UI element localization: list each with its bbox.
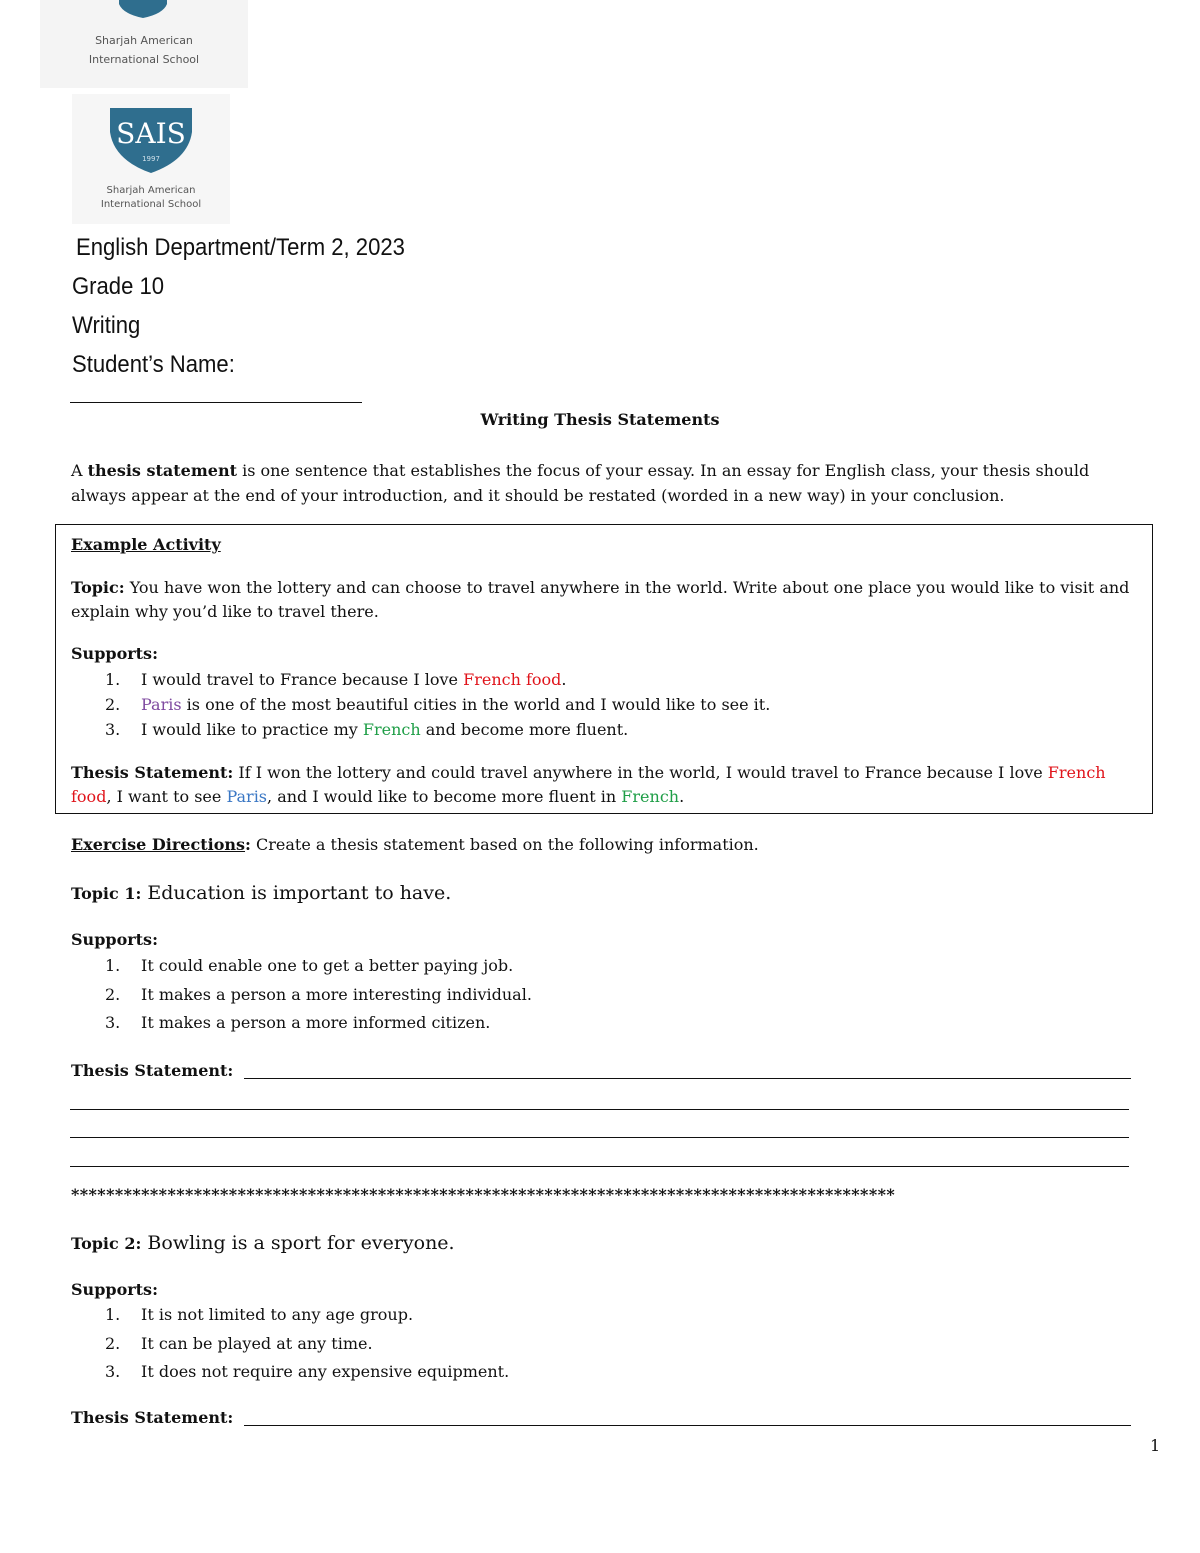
example-thesis-label: Thesis Statement: xyxy=(71,763,234,782)
example-thesis: Thesis Statement: If I won the lottery and could travel anywhere in the world, I would travel to France because I love French food, I want to see Paris, and I would like to become more fluent in French. xyxy=(71,763,1106,806)
topic1-text: Education is important to have. xyxy=(141,882,452,904)
topic1-answer-line[interactable] xyxy=(70,1137,1129,1138)
example-supports-label: Supports: xyxy=(71,644,158,663)
shield-icon xyxy=(108,106,194,174)
highlight-paris: Paris xyxy=(141,695,182,714)
list-item: 2. It makes a person a more interesting individual. xyxy=(105,984,532,1004)
highlight-french: French xyxy=(362,720,421,739)
intro-post: is one sentence that establishes the focus of your essay. In an essay for English class, your thesis should always appear at the end of your introduction, and it should be restated (worded in a new way) in your conclusion. xyxy=(71,461,1090,505)
list-item: 1. It is not limited to any age group. xyxy=(105,1305,414,1324)
list-item: 3. It does not require any expensive equipment. xyxy=(105,1362,510,1381)
shield-year: 1997 xyxy=(142,155,160,163)
page-title: Writing Thesis Statements xyxy=(480,410,720,429)
exercise-directions-label: Exercise Directions xyxy=(71,835,246,854)
topic1-answer-line[interactable] xyxy=(244,1078,1131,1079)
school-logo-top xyxy=(40,0,248,88)
example-supports-list xyxy=(105,667,770,742)
intro-pre: A xyxy=(71,461,88,480)
school-name-line1: Sharjah American xyxy=(95,34,193,47)
student-name-blank[interactable] xyxy=(70,402,362,403)
highlight-french-food: French food xyxy=(463,670,562,689)
example-topic-text: You have won the lottery and can choose to travel anywhere in the world. Write about one place you would like to visit and explain why you’d like to travel there. xyxy=(71,578,1130,621)
example-topic xyxy=(71,576,1141,624)
school-name-line2: International School xyxy=(88,53,200,66)
topic2-supports-list xyxy=(105,1301,509,1387)
list-item: 3. It makes a person a more informed citizen. xyxy=(105,1013,491,1032)
topic2-text: Bowling is a sport for everyone. xyxy=(141,1232,455,1254)
intro-term: thesis statement xyxy=(87,461,237,480)
topic1-answer-line[interactable] xyxy=(70,1166,1129,1167)
shield-icon xyxy=(119,0,167,18)
department-term: English Department/Term 2, 2023 xyxy=(76,234,405,261)
school-name-line2: International School xyxy=(100,199,202,210)
topic1-thesis-label: Thesis Statement: xyxy=(71,1061,234,1080)
school-name-line1: Sharjah American xyxy=(106,185,196,196)
intro-paragraph xyxy=(71,458,1141,508)
topic2-thesis-label: Thesis Statement: xyxy=(71,1408,234,1427)
example-heading: Example Activity xyxy=(71,535,221,554)
page-number: 1 xyxy=(1150,1436,1161,1455)
list-item: 1. I would travel to France because I love French food. xyxy=(105,670,567,689)
topic2-label: Topic 2: xyxy=(71,1234,142,1253)
section-separator: ********************************************************************************************** xyxy=(71,1185,896,1204)
highlight-french: French xyxy=(621,787,680,806)
list-item: 2. Paris is one of the most beautiful cities in the world and I would like to see it. xyxy=(105,695,771,714)
list-item: 1. It could enable one to get a better paying job. xyxy=(105,956,514,975)
topic2-supports-label: Supports: xyxy=(71,1280,158,1299)
exercise-directions-text: Create a thesis statement based on the following information. xyxy=(250,835,759,854)
topic2 xyxy=(71,1232,455,1254)
subject: Writing xyxy=(72,312,141,339)
topic1-label: Topic 1: xyxy=(71,884,142,903)
student-name-label: Student’s Name: xyxy=(72,351,235,378)
shield-monogram: SAIS xyxy=(116,117,186,150)
highlight-paris: Paris xyxy=(226,787,268,806)
highlight-french-food: French food xyxy=(71,763,1106,806)
topic1 xyxy=(71,882,451,904)
list-item: 2. It can be played at any time. xyxy=(105,1333,373,1353)
list-item: 3. I would like to practice my French and become more fluent. xyxy=(105,720,629,739)
topic1-supports-label: Supports: xyxy=(71,930,158,949)
example-topic-label: Topic: xyxy=(71,578,125,597)
school-logo xyxy=(72,94,230,224)
topic1-supports-list xyxy=(105,952,532,1038)
exercise-directions: Exercise Directions: Create a thesis statement based on the following information. xyxy=(71,835,759,854)
grade: Grade 10 xyxy=(72,273,165,300)
topic2-answer-line[interactable] xyxy=(244,1425,1131,1426)
topic1-answer-line[interactable] xyxy=(70,1109,1129,1110)
